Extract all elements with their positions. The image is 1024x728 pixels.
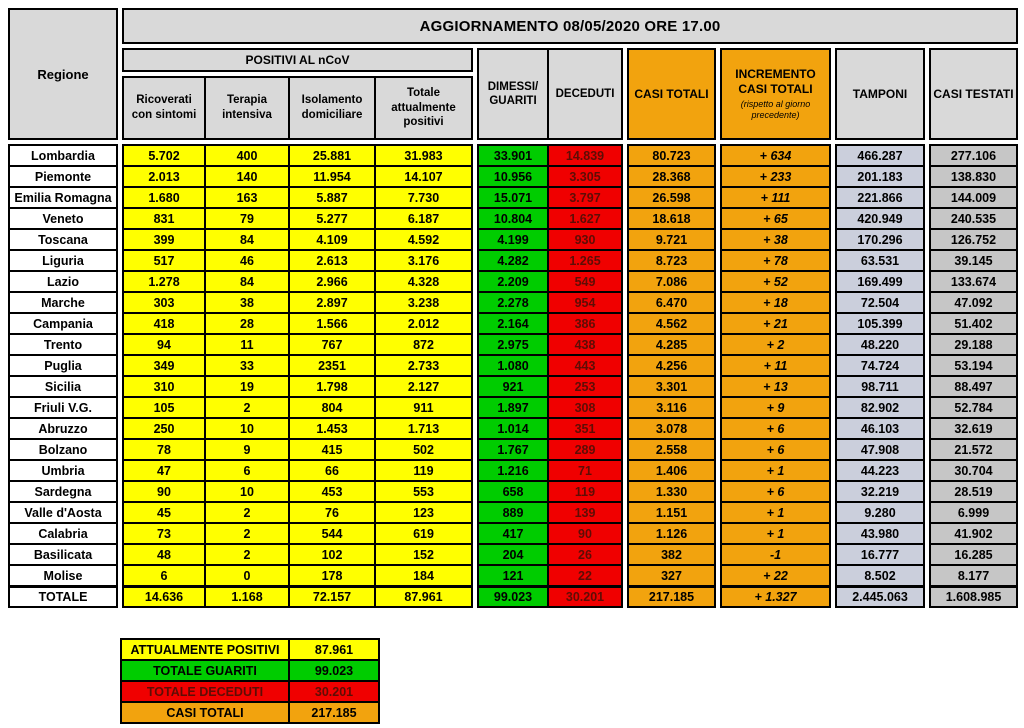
value-cell: 415 — [288, 438, 376, 461]
region-name: Veneto — [8, 207, 118, 230]
value-cell: 44.223 — [835, 459, 925, 482]
value-cell: 204 — [477, 543, 549, 566]
value-cell: 2.278 — [477, 291, 549, 314]
value-cell: 6.470 — [627, 291, 716, 314]
value-cell: 250 — [122, 417, 206, 440]
region-name: Molise — [8, 564, 118, 587]
value-cell: + 233 — [720, 165, 831, 188]
value-cell: 553 — [374, 480, 473, 503]
value-cell: 954 — [547, 291, 623, 314]
region-name: Umbria — [8, 459, 118, 482]
value-cell: 2.013 — [122, 165, 206, 188]
value-cell: 105.399 — [835, 312, 925, 335]
value-cell: 10 — [204, 480, 290, 503]
table-row — [8, 522, 1018, 545]
table-row — [8, 396, 1018, 419]
value-cell: 9.721 — [627, 228, 716, 251]
legend-row — [120, 680, 380, 703]
value-cell: 253 — [547, 375, 623, 398]
value-cell: 31.983 — [374, 144, 473, 167]
value-cell: 3.305 — [547, 165, 623, 188]
region-name: Liguria — [8, 249, 118, 272]
value-cell: 453 — [288, 480, 376, 503]
value-cell: 33.901 — [477, 144, 549, 167]
value-cell: 4.256 — [627, 354, 716, 377]
value-cell: 240.535 — [929, 207, 1018, 230]
value-cell: 152 — [374, 543, 473, 566]
legend-value: 30.201 — [288, 680, 380, 703]
value-cell: 658 — [477, 480, 549, 503]
value-cell: 16.777 — [835, 543, 925, 566]
legend-label: ATTUALMENTE POSITIVI — [120, 638, 290, 661]
value-cell: 2 — [204, 501, 290, 524]
value-cell: 2.613 — [288, 249, 376, 272]
value-cell: + 9 — [720, 396, 831, 419]
value-cell: 438 — [547, 333, 623, 356]
value-cell: 78 — [122, 438, 206, 461]
value-cell: + 1.327 — [720, 585, 831, 608]
value-cell: 911 — [374, 396, 473, 419]
value-cell: 4.562 — [627, 312, 716, 335]
value-cell: 1.798 — [288, 375, 376, 398]
table-row — [8, 375, 1018, 398]
value-cell: 9 — [204, 438, 290, 461]
value-cell: 327 — [627, 564, 716, 587]
value-cell: 144.009 — [929, 186, 1018, 209]
value-cell: 76 — [288, 501, 376, 524]
value-cell: 25.881 — [288, 144, 376, 167]
column-header-isolamento: Isolamento domiciliare — [288, 76, 376, 140]
value-cell: 10.956 — [477, 165, 549, 188]
value-cell: + 38 — [720, 228, 831, 251]
value-cell: 80.723 — [627, 144, 716, 167]
value-cell: 767 — [288, 333, 376, 356]
region-name: Marche — [8, 291, 118, 314]
value-cell: + 65 — [720, 207, 831, 230]
value-cell: 420.949 — [835, 207, 925, 230]
value-cell: 46 — [204, 249, 290, 272]
value-cell: -1 — [720, 543, 831, 566]
value-cell: 3.176 — [374, 249, 473, 272]
value-cell: 1.627 — [547, 207, 623, 230]
value-cell: 33 — [204, 354, 290, 377]
region-name: Bolzano — [8, 438, 118, 461]
region-name: Emilia Romagna — [8, 186, 118, 209]
value-cell: 170.296 — [835, 228, 925, 251]
table-rows — [8, 144, 1018, 608]
value-cell: 4.109 — [288, 228, 376, 251]
value-cell: 6.187 — [374, 207, 473, 230]
value-cell: 11 — [204, 333, 290, 356]
value-cell: 41.902 — [929, 522, 1018, 545]
table-row — [8, 144, 1018, 167]
value-cell: 0 — [204, 564, 290, 587]
table-row — [8, 270, 1018, 293]
value-cell: 32.219 — [835, 480, 925, 503]
value-cell: 105 — [122, 396, 206, 419]
value-cell: 1.713 — [374, 417, 473, 440]
value-cell: 921 — [477, 375, 549, 398]
value-cell: 382 — [627, 543, 716, 566]
value-cell: 872 — [374, 333, 473, 356]
value-cell: 1.767 — [477, 438, 549, 461]
value-cell: 28.368 — [627, 165, 716, 188]
value-cell: + 1 — [720, 522, 831, 545]
value-cell: 1.265 — [547, 249, 623, 272]
value-cell: 2351 — [288, 354, 376, 377]
value-cell: 30.201 — [547, 585, 623, 608]
value-cell: 10 — [204, 417, 290, 440]
value-cell: 3.238 — [374, 291, 473, 314]
region-name: Sardegna — [8, 480, 118, 503]
legend — [120, 638, 380, 724]
region-name: Friuli V.G. — [8, 396, 118, 419]
value-cell: 7.730 — [374, 186, 473, 209]
value-cell: 418 — [122, 312, 206, 335]
value-cell: 2.558 — [627, 438, 716, 461]
value-cell: 184 — [374, 564, 473, 587]
value-cell: 8.502 — [835, 564, 925, 587]
legend-label: TOTALE GUARITI — [120, 659, 290, 682]
value-cell: 21.572 — [929, 438, 1018, 461]
value-cell: 7.086 — [627, 270, 716, 293]
value-cell: 84 — [204, 228, 290, 251]
column-header-tamponi: TAMPONI — [835, 48, 925, 140]
value-cell: 47.908 — [835, 438, 925, 461]
value-cell: 310 — [122, 375, 206, 398]
value-cell: 1.151 — [627, 501, 716, 524]
value-cell: 94 — [122, 333, 206, 356]
value-cell: 3.797 — [547, 186, 623, 209]
region-name: TOTALE — [8, 585, 118, 608]
value-cell: 4.592 — [374, 228, 473, 251]
total-row — [8, 585, 1018, 608]
value-cell: 277.106 — [929, 144, 1018, 167]
value-cell: 84 — [204, 270, 290, 293]
value-cell: 90 — [122, 480, 206, 503]
table-title: AGGIORNAMENTO 08/05/2020 ORE 17.00 — [122, 8, 1018, 44]
value-cell: 308 — [547, 396, 623, 419]
value-cell: 29.188 — [929, 333, 1018, 356]
value-cell: + 2 — [720, 333, 831, 356]
table-row — [8, 207, 1018, 230]
value-cell: 82.902 — [835, 396, 925, 419]
value-cell: + 21 — [720, 312, 831, 335]
table-row — [8, 249, 1018, 272]
value-cell: 138.830 — [929, 165, 1018, 188]
value-cell: 46.103 — [835, 417, 925, 440]
value-cell: 18.618 — [627, 207, 716, 230]
value-cell: 3.301 — [627, 375, 716, 398]
value-cell: 930 — [547, 228, 623, 251]
value-cell: 14.839 — [547, 144, 623, 167]
column-header-incremento — [720, 48, 831, 140]
covid-data-table — [8, 8, 1018, 724]
value-cell: 26 — [547, 543, 623, 566]
value-cell: 8.723 — [627, 249, 716, 272]
region-name: Calabria — [8, 522, 118, 545]
value-cell: + 6 — [720, 438, 831, 461]
value-cell: 123 — [374, 501, 473, 524]
value-cell: 221.866 — [835, 186, 925, 209]
value-cell: 32.619 — [929, 417, 1018, 440]
value-cell: 2.445.063 — [835, 585, 925, 608]
value-cell: 99.023 — [477, 585, 549, 608]
legend-label: CASI TOTALI — [120, 701, 290, 724]
value-cell: + 6 — [720, 417, 831, 440]
value-cell: 30.704 — [929, 459, 1018, 482]
value-cell: 502 — [374, 438, 473, 461]
value-cell: 217.185 — [627, 585, 716, 608]
value-cell: 74.724 — [835, 354, 925, 377]
value-cell: 126.752 — [929, 228, 1018, 251]
legend-row — [120, 701, 380, 724]
value-cell: 88.497 — [929, 375, 1018, 398]
value-cell: 102 — [288, 543, 376, 566]
value-cell: 1.566 — [288, 312, 376, 335]
value-cell: 2.012 — [374, 312, 473, 335]
table-row — [8, 501, 1018, 524]
value-cell: 140 — [204, 165, 290, 188]
value-cell: 2.164 — [477, 312, 549, 335]
value-cell: 466.287 — [835, 144, 925, 167]
value-cell: 16.285 — [929, 543, 1018, 566]
value-cell: + 22 — [720, 564, 831, 587]
value-cell: 804 — [288, 396, 376, 419]
value-cell: 43.980 — [835, 522, 925, 545]
positivi-subheaders — [122, 76, 473, 140]
column-header-terapia-intensiva: Terapia intensiva — [204, 76, 290, 140]
value-cell: 889 — [477, 501, 549, 524]
value-cell: 63.531 — [835, 249, 925, 272]
table-row — [8, 543, 1018, 566]
value-cell: + 6 — [720, 480, 831, 503]
value-cell: 289 — [547, 438, 623, 461]
value-cell: 51.402 — [929, 312, 1018, 335]
region-column-header: Regione — [8, 8, 118, 140]
value-cell: 163 — [204, 186, 290, 209]
value-cell: 201.183 — [835, 165, 925, 188]
value-cell: 1.080 — [477, 354, 549, 377]
value-cell: 1.168 — [204, 585, 290, 608]
column-header-totale-positivi: Totale attualmente positivi — [374, 76, 473, 140]
value-cell: 9.280 — [835, 501, 925, 524]
value-cell: 619 — [374, 522, 473, 545]
table-row — [8, 333, 1018, 356]
value-cell: 6 — [122, 564, 206, 587]
value-cell: 517 — [122, 249, 206, 272]
value-cell: 351 — [547, 417, 623, 440]
region-name: Piemonte — [8, 165, 118, 188]
value-cell: 1.126 — [627, 522, 716, 545]
column-header-deceduti: DECEDUTI — [547, 48, 623, 140]
value-cell: 4.199 — [477, 228, 549, 251]
legend-value: 217.185 — [288, 701, 380, 724]
legend-value: 87.961 — [288, 638, 380, 661]
value-cell: 2 — [204, 396, 290, 419]
value-cell: 14.107 — [374, 165, 473, 188]
value-cell: 417 — [477, 522, 549, 545]
column-header-ricoverati: Ricoverati con sintomi — [122, 76, 206, 140]
value-cell: 47 — [122, 459, 206, 482]
value-cell: 178 — [288, 564, 376, 587]
value-cell: 4.285 — [627, 333, 716, 356]
value-cell: 79 — [204, 207, 290, 230]
value-cell: 8.177 — [929, 564, 1018, 587]
legend-row — [120, 638, 380, 661]
region-name: Basilicata — [8, 543, 118, 566]
region-name: Trento — [8, 333, 118, 356]
value-cell: + 1 — [720, 459, 831, 482]
value-cell: 4.282 — [477, 249, 549, 272]
column-header-casi-testati: CASI TESTATI — [929, 48, 1018, 140]
value-cell: 2.897 — [288, 291, 376, 314]
value-cell: 2.127 — [374, 375, 473, 398]
value-cell: 53.194 — [929, 354, 1018, 377]
table-row — [8, 165, 1018, 188]
value-cell: 98.711 — [835, 375, 925, 398]
value-cell: 2.733 — [374, 354, 473, 377]
table-header — [8, 8, 1018, 140]
value-cell: + 1 — [720, 501, 831, 524]
value-cell: + 11 — [720, 354, 831, 377]
legend-value: 99.023 — [288, 659, 380, 682]
value-cell: 133.674 — [929, 270, 1018, 293]
value-cell: 139 — [547, 501, 623, 524]
value-cell: 121 — [477, 564, 549, 587]
value-cell: 5.887 — [288, 186, 376, 209]
value-cell: 45 — [122, 501, 206, 524]
value-cell: 831 — [122, 207, 206, 230]
incremento-note: (rispetto al giorno precedente) — [740, 99, 811, 120]
value-cell: 119 — [547, 480, 623, 503]
value-cell: 71 — [547, 459, 623, 482]
value-cell: 90 — [547, 522, 623, 545]
value-cell: 14.636 — [122, 585, 206, 608]
table-row — [8, 480, 1018, 503]
value-cell: + 78 — [720, 249, 831, 272]
positivi-group-header: POSITIVI AL nCoV — [122, 48, 473, 72]
value-cell: 1.278 — [122, 270, 206, 293]
table-row — [8, 354, 1018, 377]
value-cell: 10.804 — [477, 207, 549, 230]
positivi-group — [122, 48, 473, 140]
legend-row — [120, 659, 380, 682]
value-cell: 28.519 — [929, 480, 1018, 503]
value-cell: 3.078 — [627, 417, 716, 440]
value-cell: 1.406 — [627, 459, 716, 482]
region-name: Valle d'Aosta — [8, 501, 118, 524]
value-cell: 39.145 — [929, 249, 1018, 272]
value-cell: 73 — [122, 522, 206, 545]
value-cell: 28 — [204, 312, 290, 335]
legend-label: TOTALE DECEDUTI — [120, 680, 290, 703]
table-row — [8, 291, 1018, 314]
value-cell: 1.216 — [477, 459, 549, 482]
value-cell: 303 — [122, 291, 206, 314]
value-cell: 443 — [547, 354, 623, 377]
region-name: Campania — [8, 312, 118, 335]
value-cell: 1.897 — [477, 396, 549, 419]
incremento-label: INCREMENTO CASI TOTALI — [735, 67, 816, 97]
value-cell: + 13 — [720, 375, 831, 398]
column-headers — [118, 48, 1018, 140]
region-name: Abruzzo — [8, 417, 118, 440]
table-row — [8, 186, 1018, 209]
table-row — [8, 564, 1018, 587]
value-cell: 5.702 — [122, 144, 206, 167]
column-header-casi-totali: CASI TOTALI — [627, 48, 716, 140]
value-cell: 1.330 — [627, 480, 716, 503]
value-cell: + 111 — [720, 186, 831, 209]
value-cell: 4.328 — [374, 270, 473, 293]
value-cell: 15.071 — [477, 186, 549, 209]
value-cell: 38 — [204, 291, 290, 314]
region-name: Lombardia — [8, 144, 118, 167]
value-cell: + 634 — [720, 144, 831, 167]
value-cell: 48.220 — [835, 333, 925, 356]
value-cell: 386 — [547, 312, 623, 335]
header-right — [118, 8, 1018, 140]
value-cell: 11.954 — [288, 165, 376, 188]
region-name: Lazio — [8, 270, 118, 293]
value-cell: + 18 — [720, 291, 831, 314]
value-cell: 52.784 — [929, 396, 1018, 419]
value-cell: 1.680 — [122, 186, 206, 209]
value-cell: 72.157 — [288, 585, 376, 608]
value-cell: 2.209 — [477, 270, 549, 293]
value-cell: 5.277 — [288, 207, 376, 230]
value-cell: 2.966 — [288, 270, 376, 293]
value-cell: 2 — [204, 522, 290, 545]
value-cell: 3.116 — [627, 396, 716, 419]
value-cell: 2 — [204, 543, 290, 566]
value-cell: 1.608.985 — [929, 585, 1018, 608]
value-cell: 72.504 — [835, 291, 925, 314]
value-cell: 1.014 — [477, 417, 549, 440]
value-cell: 399 — [122, 228, 206, 251]
value-cell: 349 — [122, 354, 206, 377]
value-cell: 119 — [374, 459, 473, 482]
value-cell: 87.961 — [374, 585, 473, 608]
table-row — [8, 459, 1018, 482]
value-cell: 48 — [122, 543, 206, 566]
table-row — [8, 228, 1018, 251]
column-header-dimessi-guariti: DIMESSI/ GUARITI — [477, 48, 549, 140]
region-name: Sicilia — [8, 375, 118, 398]
table-row — [8, 438, 1018, 461]
value-cell: 400 — [204, 144, 290, 167]
table-row — [8, 417, 1018, 440]
value-cell: 169.499 — [835, 270, 925, 293]
value-cell: 1.453 — [288, 417, 376, 440]
table-row — [8, 312, 1018, 335]
region-name: Puglia — [8, 354, 118, 377]
value-cell: 66 — [288, 459, 376, 482]
value-cell: 26.598 — [627, 186, 716, 209]
value-cell: + 52 — [720, 270, 831, 293]
region-name: Toscana — [8, 228, 118, 251]
value-cell: 6 — [204, 459, 290, 482]
value-cell: 549 — [547, 270, 623, 293]
value-cell: 47.092 — [929, 291, 1018, 314]
value-cell: 22 — [547, 564, 623, 587]
value-cell: 6.999 — [929, 501, 1018, 524]
value-cell: 544 — [288, 522, 376, 545]
value-cell: 19 — [204, 375, 290, 398]
value-cell: 2.975 — [477, 333, 549, 356]
